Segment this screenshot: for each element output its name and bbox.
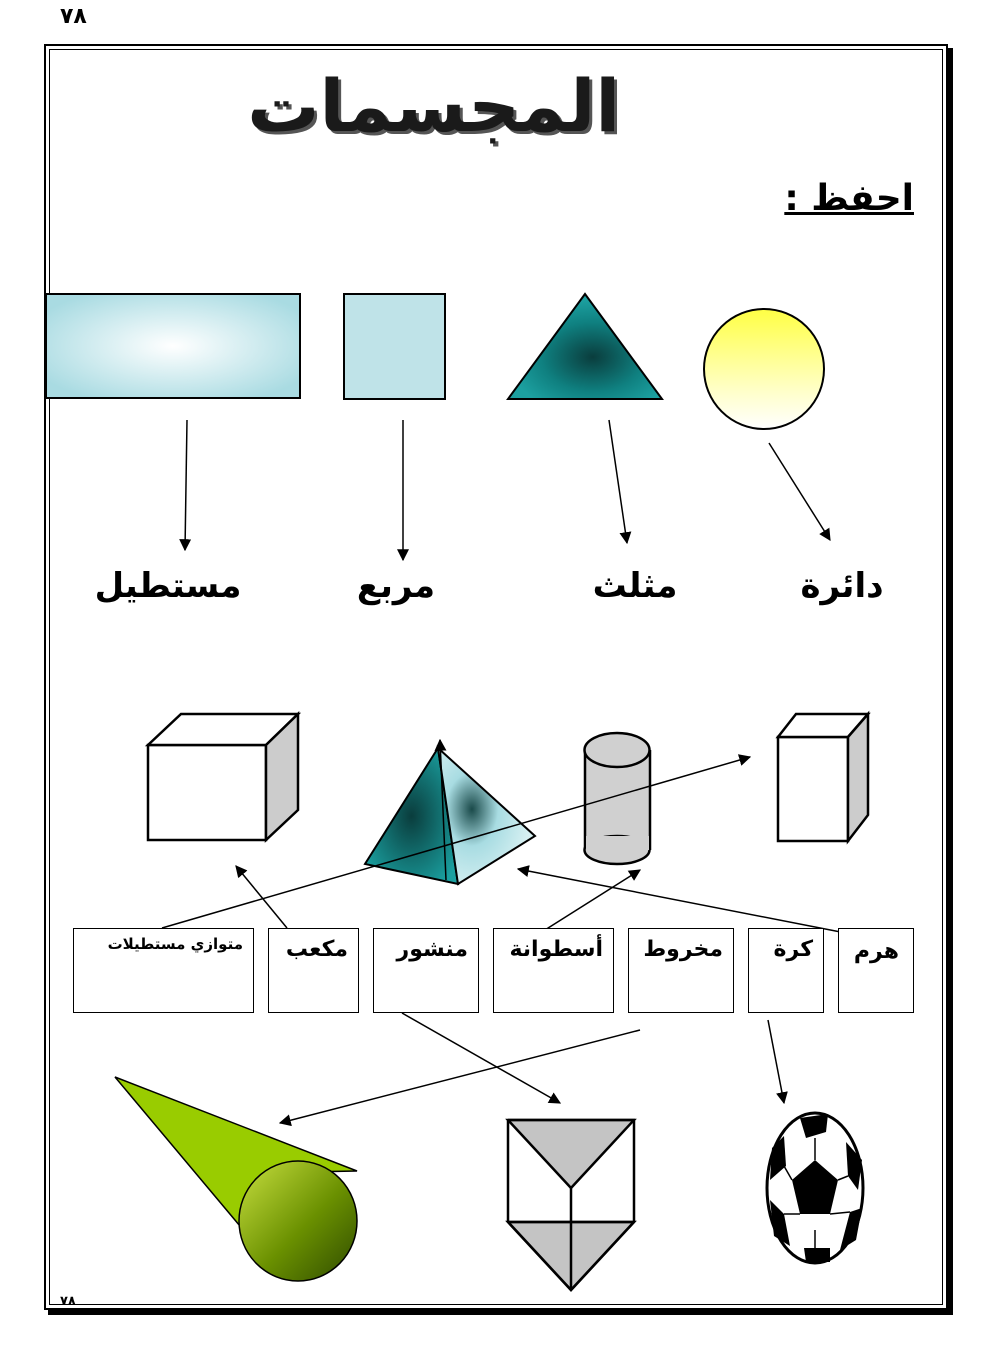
box-cylinder (493, 928, 614, 1013)
arrow-triangle (609, 420, 627, 543)
box-label-prism: منشور (396, 937, 468, 962)
box-label-cone: مخروط (643, 937, 723, 962)
arrow-prism (402, 1013, 560, 1103)
box-cuboid (73, 928, 254, 1013)
soccer-ball (767, 1113, 863, 1263)
pyramid-solid (365, 748, 535, 884)
arrow-rectangle (185, 420, 187, 550)
cone-solid (115, 1077, 357, 1281)
page-number: ٧٨ (60, 4, 87, 29)
box-cube (268, 928, 359, 1013)
box-label-pyramid: هرم (853, 939, 899, 964)
label-circle: دائرة (800, 566, 884, 606)
triangle-shape (508, 294, 662, 399)
box-label-cylinder: أسطوانة (509, 937, 603, 962)
page-title: المجسمات (247, 64, 620, 148)
memorize-heading: احفظ : (784, 178, 914, 219)
cylinder-solid (585, 733, 651, 864)
square-shape (344, 294, 445, 399)
arrow-pyramid (518, 869, 856, 935)
arrow-cone (280, 1030, 640, 1123)
circle-shape (704, 309, 824, 429)
arrow-circle (769, 443, 830, 540)
prism-solid (508, 1120, 634, 1290)
cuboid-solid (778, 714, 868, 841)
arrow-sphere (768, 1020, 784, 1103)
box-cone (628, 928, 734, 1013)
page-number-footer: ٧٨ (60, 1294, 76, 1309)
rectangle-shape (46, 294, 300, 398)
box-pyramid (838, 928, 914, 1013)
box-label-sphere: كرة (773, 937, 813, 962)
label-rectangle: مستطيل (94, 566, 242, 606)
cube-solid (148, 714, 298, 840)
label-square: مربع (356, 566, 436, 606)
box-sphere (748, 928, 824, 1013)
box-label-cuboid: متوازي مستطيلات (107, 935, 243, 953)
box-label-cube: مكعب (285, 937, 348, 962)
arrow-cube (236, 866, 287, 928)
label-triangle: مثلث (592, 566, 678, 606)
arrow-cylinder (537, 870, 640, 935)
box-prism (373, 928, 479, 1013)
